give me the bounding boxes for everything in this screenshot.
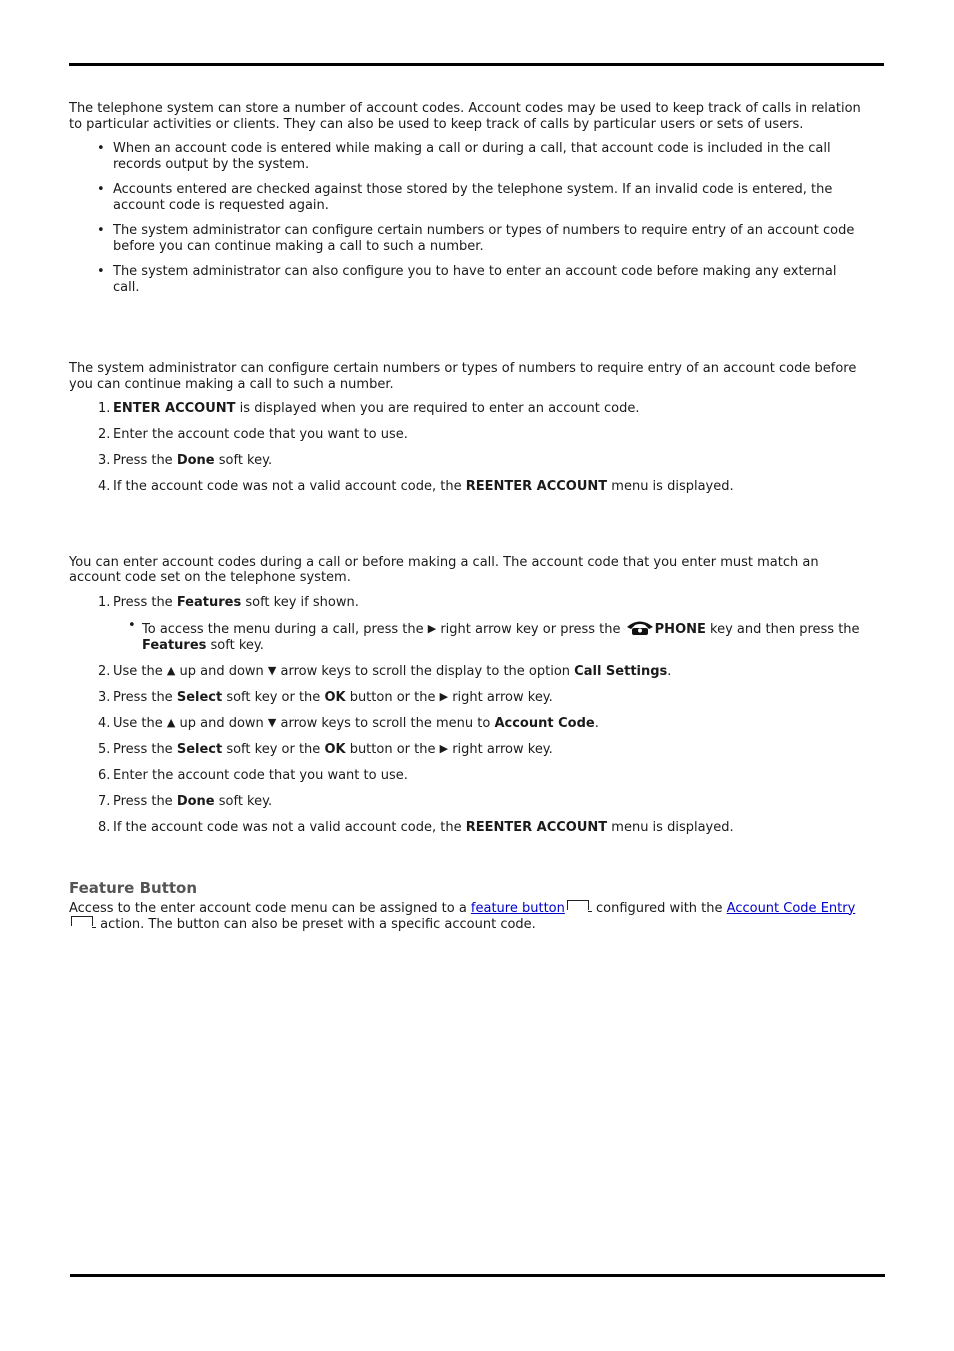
step-item <box>69 690 864 706</box>
step-text: Press the <box>113 594 177 610</box>
step-text: right arrow key. <box>448 741 553 757</box>
step-number: 2. <box>98 663 111 679</box>
menu-name: ENTER ACCOUNT <box>113 401 236 416</box>
step-text: menu is displayed. <box>607 819 734 835</box>
step-number: 6. <box>98 767 111 783</box>
step-text: up and down <box>175 715 268 731</box>
soft-key-name: Done <box>176 793 215 809</box>
step-text: soft key if shown. <box>241 594 359 610</box>
step-text: button or the <box>345 741 440 757</box>
soft-key-name: Select <box>176 741 223 757</box>
soft-key-name: Select <box>176 689 223 705</box>
section2-steps <box>69 595 864 836</box>
step-text: Press the <box>113 741 177 757</box>
feature-button-heading: Feature Button <box>69 879 198 897</box>
step-text: soft key or the <box>222 741 325 757</box>
step-item <box>69 742 864 758</box>
step-text: menu is displayed. <box>607 479 734 494</box>
option-name: Account Code <box>494 715 595 731</box>
bullet-item: • The system administrator can configure certain numbers or types of numbers to require entry of an account code before you can continue making a call to such a number. <box>113 223 864 254</box>
step-text: soft key. <box>214 793 273 809</box>
step-number: 1. <box>98 401 111 416</box>
step-text: Enter the account code that you want to use. <box>113 767 408 783</box>
step-text: soft key. <box>206 637 264 653</box>
right-arrow-icon: ▶ <box>439 689 449 703</box>
sub-bullet-item <box>142 618 864 653</box>
step-text: If the account code was not a valid account code, the <box>113 479 466 494</box>
step-text: Press the <box>113 689 177 705</box>
step-text: Enter the account code that you want to use. <box>113 427 408 442</box>
header-rule <box>69 63 884 66</box>
step-item <box>69 427 864 443</box>
up-arrow-icon: ▲ <box>166 663 176 677</box>
sub-bullets <box>113 618 864 653</box>
step-text: button or the <box>345 689 440 705</box>
step-text: Use the <box>113 663 167 679</box>
step-item <box>69 716 864 732</box>
step-number: 2. <box>98 427 111 442</box>
step-text: To access the menu during a call, press the <box>142 622 428 637</box>
step-text: soft key or the <box>222 689 325 705</box>
account-code-entry-link[interactable]: Account Code Entry <box>726 900 856 916</box>
up-arrow-icon: ▲ <box>166 715 176 729</box>
link-icon <box>71 916 93 926</box>
feature-button-link[interactable]: feature button <box>470 900 565 916</box>
step-text: If the account code was not a valid account code, the <box>113 819 466 835</box>
step-text: key and then press the <box>705 622 860 637</box>
link-icon <box>567 900 589 910</box>
step-number: 3. <box>98 453 111 468</box>
button-name: OK <box>324 689 346 705</box>
step-number: 4. <box>98 479 111 494</box>
intro-paragraph: The telephone system can store a number of account codes. Account codes may be used to keep track of calls in relation to particular activities or clients. They can also be used to keep track of calls by particular users or sets of users. <box>69 101 861 132</box>
soft-key-name: Features <box>142 637 207 653</box>
step-text: arrow keys to scroll the display to the option <box>276 663 575 679</box>
step-item <box>69 453 864 469</box>
step-text: soft key. <box>214 453 273 468</box>
menu-name: REENTER ACCOUNT <box>465 819 608 835</box>
section1-intro: The system administrator can configure certain numbers or types of numbers to require entry of an account code before you can continue making a call to such a number. <box>69 361 857 392</box>
paragraph-text: action. The button can also be preset with a specific account code. <box>96 917 536 932</box>
step-item <box>69 401 864 417</box>
menu-name: REENTER ACCOUNT <box>465 479 608 494</box>
step-number: 4. <box>98 715 111 731</box>
step-number: 3. <box>98 689 111 705</box>
step-text: . <box>667 663 672 679</box>
soft-key-name: Done <box>176 453 215 468</box>
option-name: Call Settings <box>574 663 668 679</box>
footer-rule <box>70 1274 885 1277</box>
intro-bullets <box>69 141 864 295</box>
bullet-item: • The system administrator can also configure you to have to enter an account code before making any external call. <box>113 264 864 295</box>
key-name: PHONE <box>654 622 706 637</box>
right-arrow-icon: ▶ <box>439 741 449 755</box>
right-arrow-icon: ▶ <box>427 622 437 635</box>
step-item <box>69 479 864 495</box>
step-text: up and down <box>175 663 268 679</box>
soft-key-name: Features <box>176 594 242 610</box>
step-number: 1. <box>98 594 111 610</box>
step-text: right arrow key. <box>448 689 553 705</box>
section1-steps <box>69 401 864 495</box>
step-item <box>69 664 864 680</box>
step-item <box>69 794 864 810</box>
step-text: is displayed when you are required to enter an account code. <box>235 401 640 416</box>
step-text: right arrow key or press the <box>436 622 625 637</box>
feature-paragraph <box>69 900 864 933</box>
step-text: Press the <box>113 793 177 809</box>
down-arrow-icon: ▼ <box>267 663 277 677</box>
bullet-item: • Accounts entered are checked against those stored by the telephone system. If an invalid code is entered, the account code is requested again. <box>113 182 864 213</box>
step-text: Press the <box>113 453 177 468</box>
step-number: 7. <box>98 793 111 809</box>
step-text: arrow keys to scroll the menu to <box>276 715 495 731</box>
phone-icon <box>625 618 655 636</box>
step-text: . <box>594 715 599 731</box>
step-item <box>69 768 864 784</box>
button-name: OK <box>324 741 346 757</box>
step-text: Use the <box>113 715 167 731</box>
step-item <box>69 595 864 654</box>
section2-intro: You can enter account codes during a call or before making a call. The account code that you enter must match an account code set on the telephone system. <box>69 554 819 585</box>
paragraph-text: Access to the enter account code menu can be assigned to a <box>69 900 471 916</box>
step-number: 5. <box>98 741 111 757</box>
paragraph-text: configured with the <box>591 900 727 916</box>
down-arrow-icon: ▼ <box>267 715 277 729</box>
step-number: 8. <box>98 819 111 835</box>
step-item <box>69 820 864 836</box>
page-content <box>69 101 864 933</box>
bullet-item: • When an account code is entered while making a call or during a call, that account code is included in the call records output by the system. <box>113 141 864 172</box>
